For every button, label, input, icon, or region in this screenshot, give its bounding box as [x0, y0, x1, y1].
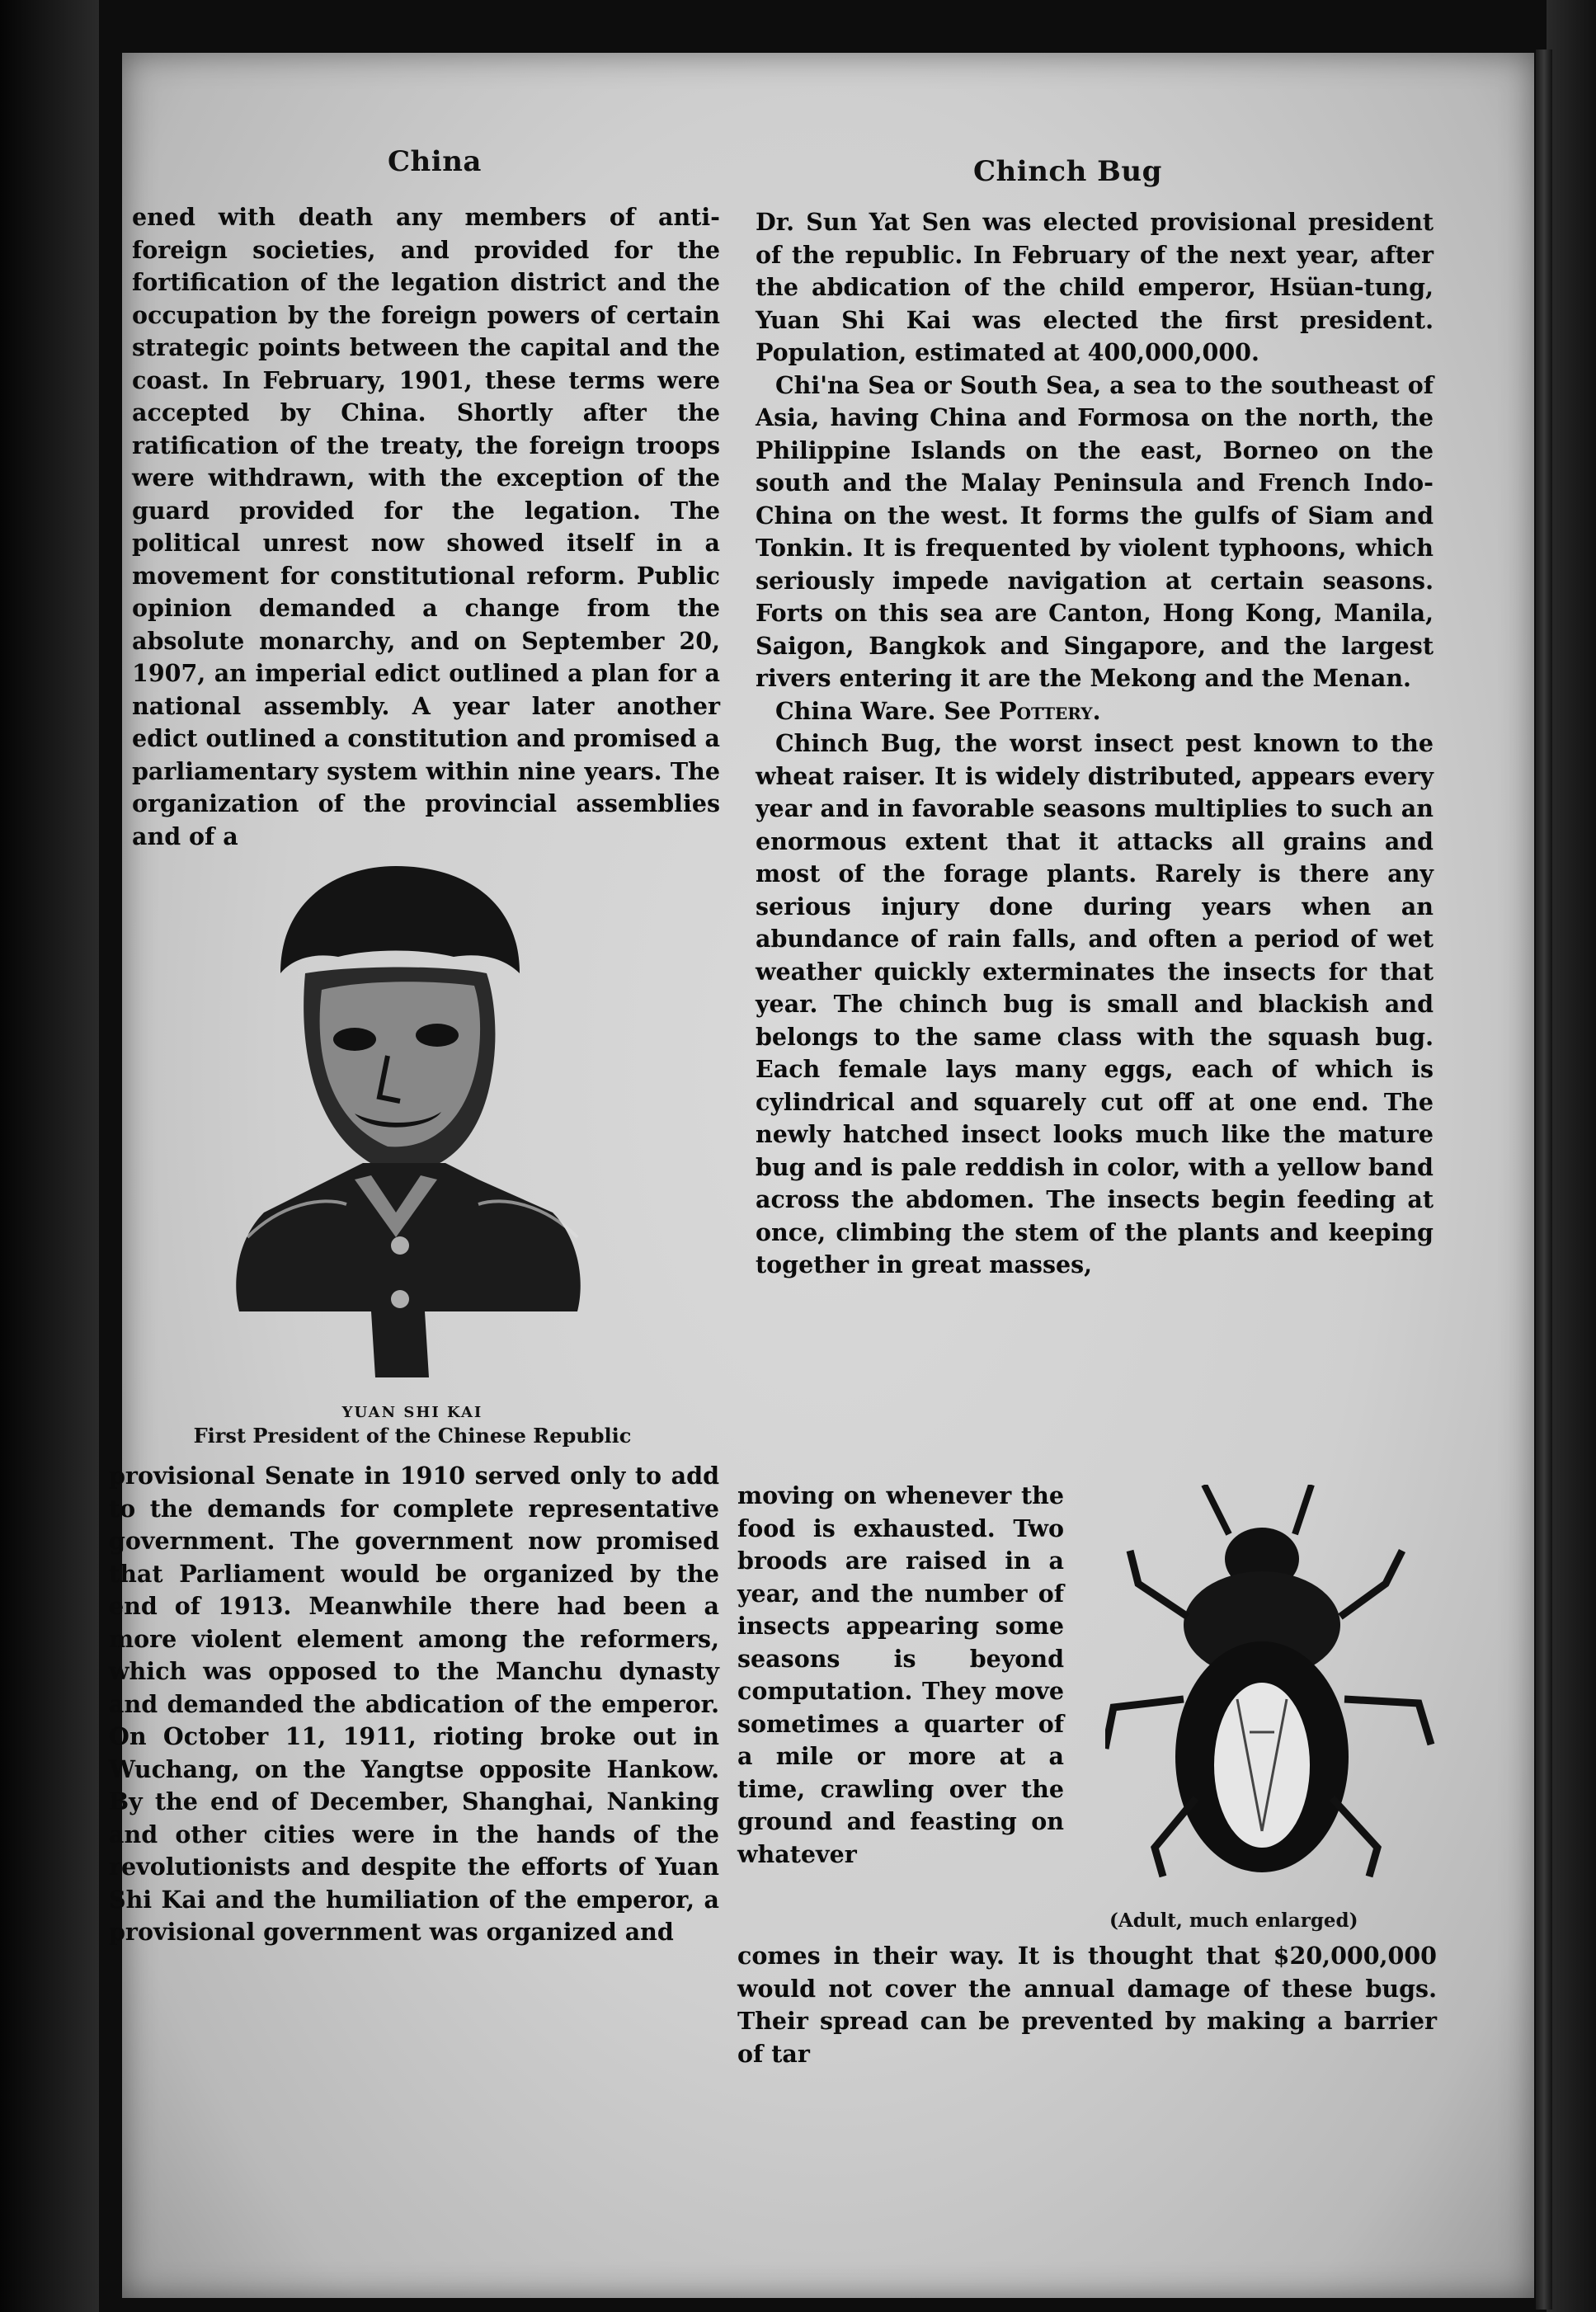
- running-head-right: Chinch Bug: [973, 155, 1162, 188]
- right-column: [756, 206, 1434, 1282]
- chinch-bug-illustration-icon: [1105, 1485, 1435, 1881]
- portrait-caption-title: First President of the Chinese Republic: [193, 1424, 632, 1448]
- scan-frame-left: [0, 0, 99, 2312]
- headword: South Sea,: [959, 370, 1102, 399]
- entry-china-ware: China Ware. See Pottery.: [775, 696, 1101, 725]
- left-column-bottom: [109, 1460, 719, 1949]
- scan-frame-right: [1547, 0, 1596, 2312]
- cross-reference: Pottery.: [999, 696, 1101, 725]
- body-paragraph: Dr. Sun Yat Sen was elected provisional president of the republic. In February of the next year, after the abdication of the child emperor, Hsüan-tung, Yuan Shi Kai was elected the first president. Population, estimated at 400,000,000.: [756, 208, 1434, 366]
- entry-china-sea: Chi'na Sea or South Sea, a sea to the southeast of Asia, having China and Formosa on the north, the Philippine Islands on the east, Borneo on the south and the Malay Peninsula and French Indo-China on the west. It forms the gulfs of Siam and Tonkin. It is frequented by violent typhoons, which seriously impede navigation at certain seasons. Forts on this sea are Canton, Hong Kong, Manila, Saigon, Bangkok and Singapore, and the largest rivers entering it are the Mekong and the Menan.: [756, 370, 1434, 692]
- body-paragraph: provisional Senate in 1910 served only to add to the demands for complete representative government. The government now promised that Parliament would be organized by the end of 1913. Meanwhile there had been a more violent element among the reformers, which was opposed to the Manchu dynasty and demanded the abdication of the emperor. On October 11, 1911, rioting broke out in Wuchang, on the Yangtse opposite Hankow. By the end of December, Shanghai, Nanking and other cities were in the hands of the revolutionists and despite the efforts of Yuan Shi Kai and the humiliation of the emperor, a provisional government was organized and: [109, 1462, 719, 1946]
- body-paragraph: ened with death any members of anti-foreign societies, and provided for the fortification of the legation district and the occupation by the foreign powers of certain strategic points between the capital and the coast. In February, 1901, these terms were accepted by China. Shortly after the ratification of the treaty, the foreign troops were withdrawn, with the exception of the guard provided for the legation. The political unrest now showed itself in a movement for constitutional reform. Public opinion demanded a change from the absolute monarchy, and on September 20, 1907, an imperial edict outlined a plan for a national assembly. A year later another edict outlined a constitution and promised a parliamentary system within nine years. The organization of the provincial assemblies and of a: [132, 203, 720, 850]
- portrait-caption-name: YUAN SHI KAI: [341, 1404, 483, 1421]
- page-edge-border: [1536, 49, 1552, 2310]
- portrait-engraving-icon: [231, 850, 594, 1394]
- headword: Chinch Bug,: [775, 729, 943, 757]
- entry-chinch-bug: Chinch Bug, the worst insect pest known to the wheat raiser. It is widely distributed, appears every year and in favorable seasons multiplies to such an enormous extent that it attacks all grains and most of the forage plants. Rarely is there any serious injury done during years when an abundance of rain falls, and often a period of wet weather quickly exterminates the insects for that year. The chinch bug is small and blackish and belongs to the same class with the squash bug. Each female lays many eggs, each of which is cylindrical and squarely cut off at one end. The newly hatched insect looks much like the mature bug and is pale reddish in color, with a yellow band across the abdomen. The insects begin feeding at once, climbing the stem of the plants and keeping together in great masses,: [756, 729, 1434, 1278]
- running-head-left: China: [388, 145, 482, 178]
- chinch-bug-continued-text: comes in their way. It is thought that $20,000,000 would not cover the annual damage of these bugs. Their spread can be prevented by making a barrier of tar: [737, 1942, 1437, 2068]
- bug-figure-caption: (Adult, much enlarged): [1109, 1909, 1358, 1932]
- headword: Chi'na Sea: [775, 370, 916, 399]
- headword: China Ware.: [775, 696, 936, 725]
- left-column-top: [132, 201, 720, 853]
- chinch-bug-wrapped-text: moving on whenever the food is exhausted. Two broods are raised in a year, and the number of insects appearing some seasons is beyond computation. They move sometimes a quarter of a mile or more at a time, crawling over the ground and feasting on whatever: [737, 1481, 1064, 1868]
